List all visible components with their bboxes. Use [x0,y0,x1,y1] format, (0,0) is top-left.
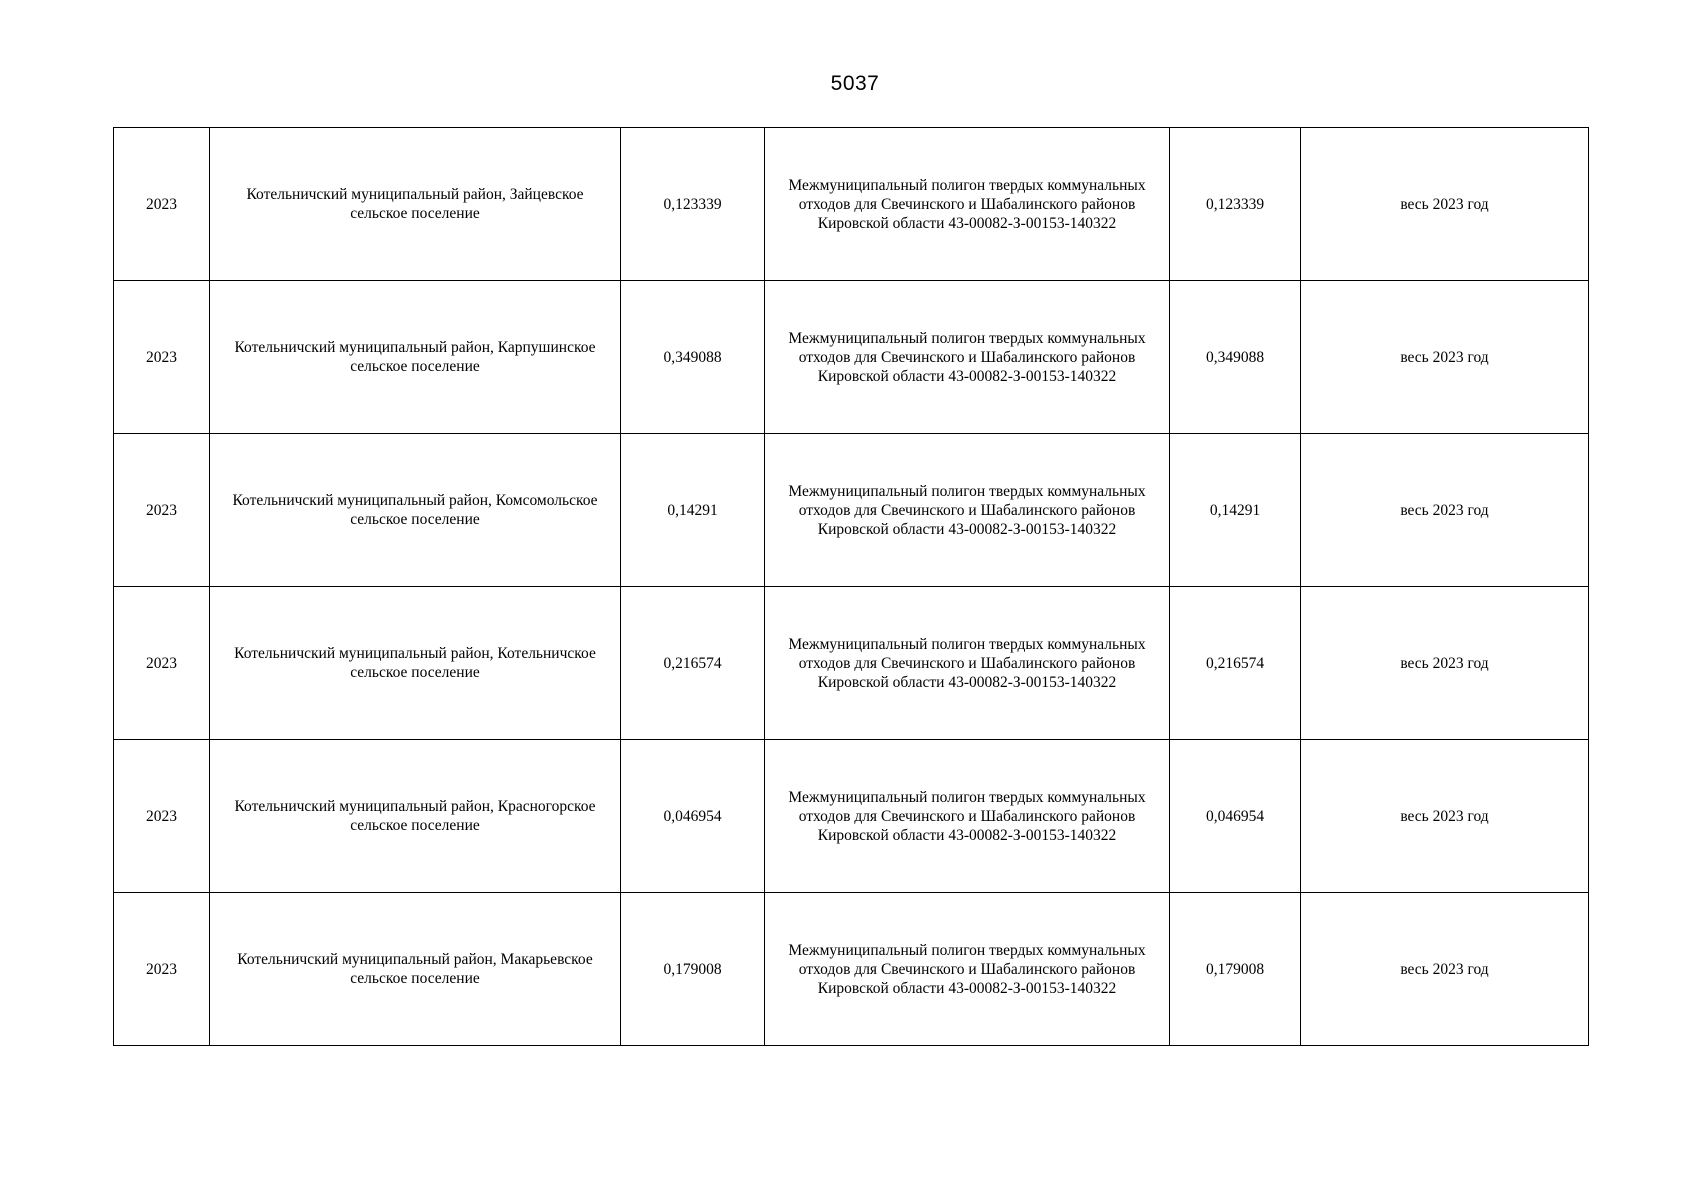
facility-line: Межмуниципальный полигон твердых коммунальных [788,329,1146,347]
facility-cell [765,893,1170,1046]
mass-cell: 0,14291 [621,434,765,587]
year-cell: 2023 [114,740,210,893]
facility-line: Межмуниципальный полигон твердых коммунальных [788,482,1146,500]
table-row [114,128,1589,281]
mass-received-cell: 0,123339 [1170,128,1301,281]
facility-line: Кировской области 43-00082-З-00153-140322 [817,979,1117,997]
facility-line: отходов для Свечинского и Шабалинского районов [798,348,1136,366]
year-cell: 2023 [114,128,210,281]
period-cell: весь 2023 год [1301,128,1589,281]
facility-line: Кировской области 43-00082-З-00153-140322 [817,214,1117,232]
period-cell: весь 2023 год [1301,281,1589,434]
period-cell: весь 2023 год [1301,740,1589,893]
facility-line: отходов для Свечинского и Шабалинского районов [798,807,1136,825]
facility-line: Межмуниципальный полигон твердых коммунальных [788,176,1146,194]
mass-received-cell: 0,179008 [1170,893,1301,1046]
facility-cell [765,128,1170,281]
municipality-line: сельское поселение [350,664,480,681]
period-cell: весь 2023 год [1301,434,1589,587]
municipality-line: Котельничский муниципальный район, Комсомольское [232,492,598,509]
municipality-line: сельское поселение [350,205,480,222]
mass-received-cell: 0,216574 [1170,587,1301,740]
municipality-cell [210,587,621,740]
municipality-cell [210,281,621,434]
municipality-line: Котельничский муниципальный район, Красногорское [234,798,596,815]
period-cell: весь 2023 год [1301,587,1589,740]
table-row [114,893,1589,1046]
municipality-line: сельское поселение [350,511,480,528]
mass-cell: 0,349088 [621,281,765,434]
facility-line: отходов для Свечинского и Шабалинского районов [798,960,1136,978]
year-cell: 2023 [114,281,210,434]
facility-line: Кировской области 43-00082-З-00153-140322 [817,673,1117,691]
facility-line: Межмуниципальный полигон твердых коммунальных [788,635,1146,653]
mass-received-cell: 0,349088 [1170,281,1301,434]
mass-cell: 0,216574 [621,587,765,740]
mass-cell: 0,179008 [621,893,765,1046]
mass-received-cell: 0,046954 [1170,740,1301,893]
mass-cell: 0,123339 [621,128,765,281]
table-row [114,434,1589,587]
table-row [114,587,1589,740]
municipality-cell [210,128,621,281]
municipality-line: Котельничский муниципальный район, Зайцевское [246,186,584,203]
facility-cell [765,740,1170,893]
municipality-cell [210,740,621,893]
facility-cell [765,587,1170,740]
facility-line: отходов для Свечинского и Шабалинского районов [798,654,1136,672]
municipality-line: Котельничский муниципальный район, Карпушинское [234,339,596,356]
facility-cell [765,434,1170,587]
year-cell: 2023 [114,893,210,1046]
municipality-line: сельское поселение [350,358,480,375]
mass-cell: 0,046954 [621,740,765,893]
municipality-line: сельское поселение [350,817,480,834]
facility-line: отходов для Свечинского и Шабалинского районов [798,501,1136,519]
waste-table [113,127,1589,1046]
page-number: 5037 [830,72,880,95]
facility-line: Кировской области 43-00082-З-00153-140322 [817,826,1117,844]
facility-line: Межмуниципальный полигон твердых коммунальных [788,941,1146,959]
facility-cell [765,281,1170,434]
municipality-cell [210,434,621,587]
municipality-line: Котельничский муниципальный район, Котельничское [234,645,596,662]
municipality-line: Котельничский муниципальный район, Макарьевское [237,951,593,968]
facility-line: отходов для Свечинского и Шабалинского районов [798,195,1136,213]
table-row [114,740,1589,893]
facility-line: Кировской области 43-00082-З-00153-140322 [817,367,1117,385]
municipality-line: сельское поселение [350,970,480,987]
facility-line: Межмуниципальный полигон твердых коммунальных [788,788,1146,806]
period-cell: весь 2023 год [1301,893,1589,1046]
facility-line: Кировской области 43-00082-З-00153-140322 [817,520,1117,538]
year-cell: 2023 [114,587,210,740]
year-cell: 2023 [114,434,210,587]
mass-received-cell: 0,14291 [1170,434,1301,587]
municipality-cell [210,893,621,1046]
table-row [114,281,1589,434]
